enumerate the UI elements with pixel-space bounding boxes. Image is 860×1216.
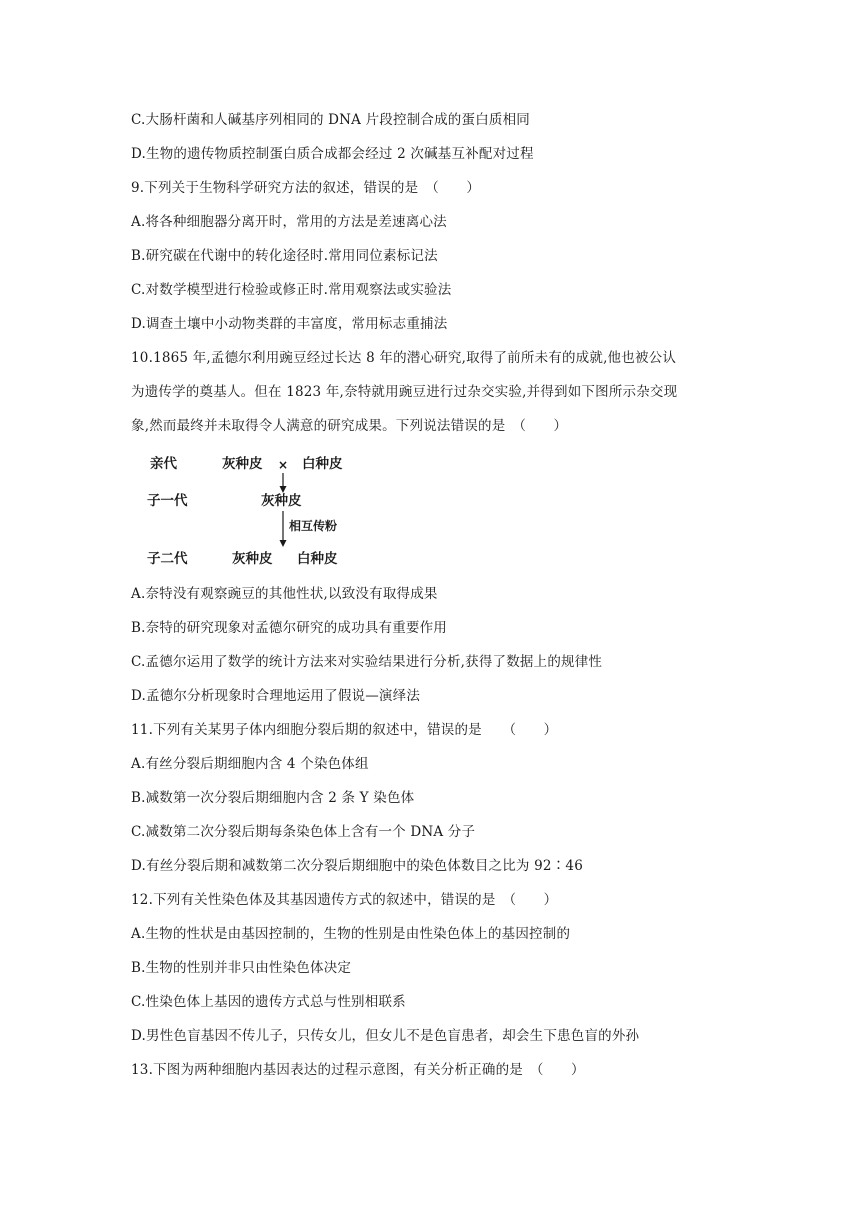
q9-stem: 9.下列关于生物科学研究方法的叙述，错误的是 （ ） (131, 180, 481, 196)
q11-option-c: C.减数第二次分裂后期每条染色体上含有一个 DNA 分子 (131, 824, 476, 840)
q12-stem: 12.下列有关性染色体及其基因遗传方式的叙述中，错误的是 （ ） (131, 892, 558, 908)
q12-option-a: A.生物的性状是由基因控制的，生物的性别是由性染色体上的基因控制的 (131, 926, 571, 942)
q10-stem-line3: 象,然而最终并未取得令人满意的研究成果。下列说法错误的是 （ ） (131, 418, 568, 434)
self-pollination-label: 相互传粉 (289, 519, 338, 533)
parent-left-phenotype: 灰种皮 (222, 456, 263, 472)
q9-option-a: A.将各种细胞器分离开时，常用的方法是差速离心法 (131, 214, 447, 230)
q10-stem-line1: 10.1865 年,孟德尔利用豌豆经过长达 8 年的潜心研究,取得了前所未有的成就,他也被公认 (131, 350, 677, 366)
q11-stem: 11.下列有关某男子体内细胞分裂后期的叙述中，错误的是 （ ） (131, 722, 558, 738)
f2-left-phenotype: 灰种皮 (232, 551, 273, 567)
q10-option-a: A.奈特没有观察豌豆的其他性状,以致没有取得成果 (131, 586, 438, 602)
parent-generation-label: 亲代 (150, 456, 177, 472)
f1-generation-label: 子一代 (147, 493, 188, 509)
cross-symbol: × (278, 458, 289, 472)
q9-option-b: B.研究碳在代谢中的转化途径时.常用同位素标记法 (131, 248, 438, 264)
f2-generation-label: 子二代 (147, 551, 188, 567)
q9-option-d: D.调查土壤中小动物类群的丰富度，常用标志重捕法 (131, 316, 448, 332)
q11-option-b: B.减数第一次分裂后期细胞内含 2 条 Y 染色体 (131, 790, 415, 806)
q12-option-d: D.男性色盲基因不传儿子，只传女儿，但女儿不是色盲患者，却会生下患色盲的外孙 (131, 1028, 640, 1044)
f2-right-phenotype: 白种皮 (297, 551, 338, 567)
down-arrow-icon (277, 472, 291, 494)
q12-option-b: B.生物的性别并非只由性染色体决定 (131, 960, 352, 976)
q12-option-c: C.性染色体上基因的遗传方式总与性别相联系 (131, 994, 406, 1010)
q10-option-b: B.奈特的研究现象对孟德尔研究的成功具有重要作用 (131, 620, 448, 636)
q11-option-a: A.有丝分裂后期细胞内含 4 个染色体组 (131, 756, 369, 772)
q10-stem-line2: 为遗传学的奠基人。但在 1823 年,奈特就用豌豆进行过杂交实验,并得到如下图所示杂交现 (131, 384, 678, 400)
q11-option-d: D.有丝分裂后期和减数第二次分裂后期细胞中的染色体数目之比为 92∶46 (131, 858, 583, 874)
q10-option-d: D.孟德尔分析现象时合理地运用了假说—演绎法 (131, 688, 421, 704)
q10-option-c: C.孟德尔运用了数学的统计方法来对实验结果进行分析,获得了数据上的规律性 (131, 654, 603, 670)
q8-option-d: D.生物的遗传物质控制蛋白质合成都会经过 2 次碱基互补配对过程 (131, 146, 534, 162)
q8-option-c: C.大肠杆菌和人碱基序列相同的 DNA 片段控制合成的蛋白质相同 (131, 112, 531, 128)
q13-stem: 13.下图为两种细胞内基因表达的过程示意图，有关分析正确的是 （ ） (131, 1062, 585, 1078)
parent-right-phenotype: 白种皮 (302, 456, 343, 472)
q9-option-c: C.对数学模型进行检验或修正时.常用观察法或实验法 (131, 282, 452, 298)
f1-phenotype: 灰种皮 (261, 493, 302, 509)
